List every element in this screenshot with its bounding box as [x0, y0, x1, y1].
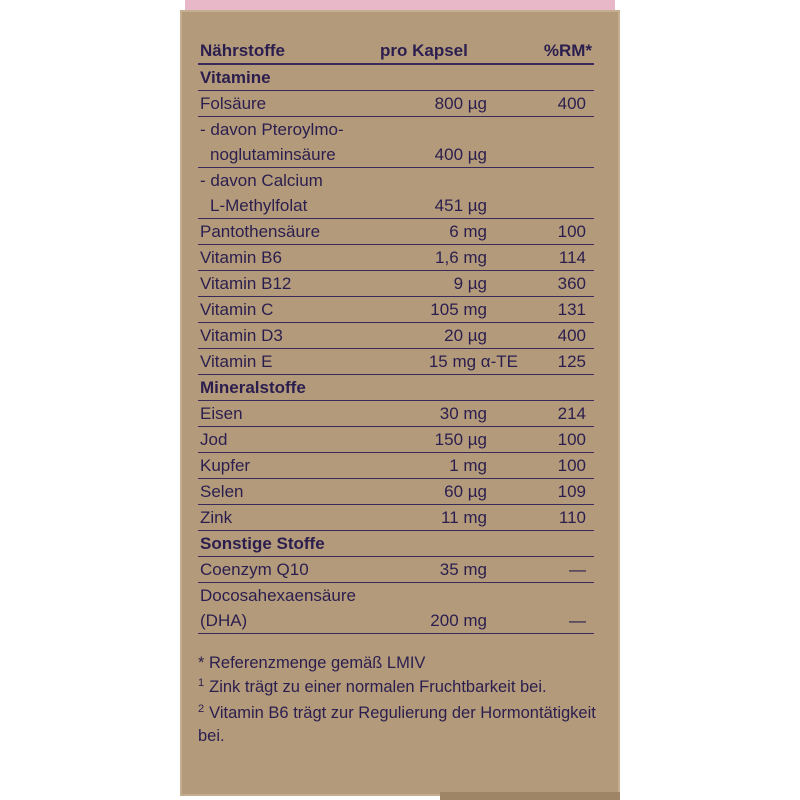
rm-percent: 400 — [557, 94, 586, 113]
nutrient-name: Vitamin B6 — [200, 248, 282, 267]
section-label: Mineralstoffe — [200, 378, 306, 397]
amount-per-capsule: 400 µg — [434, 145, 487, 164]
amount-per-capsule: 9 µg — [453, 274, 487, 293]
footnotes — [198, 653, 598, 750]
nutrient-name: Pantothensäure — [200, 222, 321, 241]
nutrient-name — [200, 583, 356, 633]
amount-per-capsule: 105 mg — [430, 300, 487, 319]
table-row — [198, 583, 594, 634]
amount-per-capsule: 60 µg — [444, 482, 487, 501]
table-row — [198, 453, 594, 479]
rm-percent: 131 — [557, 300, 586, 319]
rm-percent: 100 — [557, 430, 586, 449]
amount-per-capsule: 800 µg — [434, 94, 487, 113]
table-row — [198, 401, 594, 427]
nutrient-name-line2: noglutaminsäure — [210, 145, 336, 164]
nutrient-name: Kupfer — [200, 456, 251, 475]
rm-percent: 400 — [557, 326, 586, 345]
amount-per-capsule: 6 mg — [449, 222, 487, 241]
table-row — [198, 557, 594, 583]
rm-percent: 114 — [558, 248, 586, 267]
section-header — [198, 65, 594, 91]
table-row — [198, 479, 594, 505]
nutrient-name-line1: - davon Pteroylmo- — [200, 120, 344, 139]
nutrient-name: Eisen — [200, 404, 243, 423]
table-row — [198, 323, 594, 349]
nutrient-name — [200, 117, 344, 167]
rm-percent: — — [569, 611, 586, 630]
section-header — [198, 375, 594, 401]
nutrient-name-line2: (DHA) — [200, 611, 248, 630]
section-label: Vitamine — [200, 68, 271, 87]
amount-per-capsule: 20 µg — [444, 326, 487, 345]
footnote-star: * Referenzmenge gemäß LMIV — [198, 654, 426, 672]
table-row — [198, 117, 594, 168]
nutrient-name-line2: L-Methylfolat — [210, 196, 308, 215]
section-label: Sonstige Stoffe — [200, 534, 325, 553]
amount-per-capsule: 451 µg — [434, 196, 487, 215]
amount-per-capsule: 1 mg — [449, 456, 487, 475]
table-row — [198, 168, 594, 219]
rm-percent: — — [569, 560, 586, 579]
nutrient-name: Selen — [200, 482, 244, 501]
nutrition-table — [198, 38, 594, 634]
nutrient-name — [200, 168, 323, 218]
header-rm: %RM* — [543, 41, 592, 60]
rm-percent: 110 — [558, 508, 586, 527]
footnote-1 — [198, 677, 598, 700]
table-row — [198, 245, 594, 271]
nutrient-name: Vitamin E — [200, 352, 273, 371]
footnote-2 — [198, 703, 598, 747]
rm-percent: 214 — [557, 404, 586, 423]
table-row — [198, 427, 594, 453]
table-row — [198, 349, 594, 375]
amount-per-capsule: 200 mg — [430, 611, 487, 630]
nutrient-name-line1: - davon Calcium — [200, 171, 323, 190]
nutrient-name: Zink — [200, 508, 233, 527]
footnote-2-text: Vitamin B6 trägt zur Regulierung der Hormontätigkeit bei. — [198, 704, 596, 745]
footnote-2-mark: 2 — [198, 703, 205, 715]
nutrient-name: Folsäure — [200, 94, 267, 113]
box-bottom-tab — [440, 792, 620, 800]
nutrient-name: Coenzym Q10 — [200, 560, 309, 579]
nutrient-name-line1: Docosahexaensäure — [200, 586, 356, 605]
amount-per-capsule: 35 mg — [439, 560, 487, 579]
amount-per-capsule: 150 µg — [434, 430, 487, 449]
nutrient-name: Vitamin C — [200, 300, 274, 319]
footnote-1-mark: 1 — [198, 677, 205, 689]
table-row — [198, 91, 594, 117]
table-row — [198, 219, 594, 245]
rm-percent: 109 — [557, 482, 586, 501]
nutrient-name: Jod — [200, 430, 228, 449]
rm-percent: 100 — [557, 456, 586, 475]
table-header — [198, 38, 594, 65]
table-row — [198, 271, 594, 297]
amount-per-capsule: 30 mg — [439, 404, 487, 423]
rm-percent: 100 — [557, 222, 586, 241]
nutrient-name: Vitamin B12 — [200, 274, 292, 293]
table-row — [198, 297, 594, 323]
nutrient-name: Vitamin D3 — [200, 326, 283, 345]
rm-percent: 360 — [557, 274, 586, 293]
header-nutrients: Nährstoffe — [200, 41, 286, 60]
header-per-capsule: pro Kapsel — [380, 41, 468, 60]
amount-per-capsule: 1,6 mg — [435, 248, 487, 267]
footnote-1-text: Zink trägt zu einer normalen Fruchtbarkeit bei. — [209, 678, 547, 696]
rm-percent: 125 — [557, 352, 586, 371]
table-row — [198, 505, 594, 531]
section-header — [198, 531, 594, 557]
amount-per-capsule: 11 mg — [441, 508, 487, 527]
amount-per-capsule: 15 mg α-TE — [428, 352, 518, 371]
